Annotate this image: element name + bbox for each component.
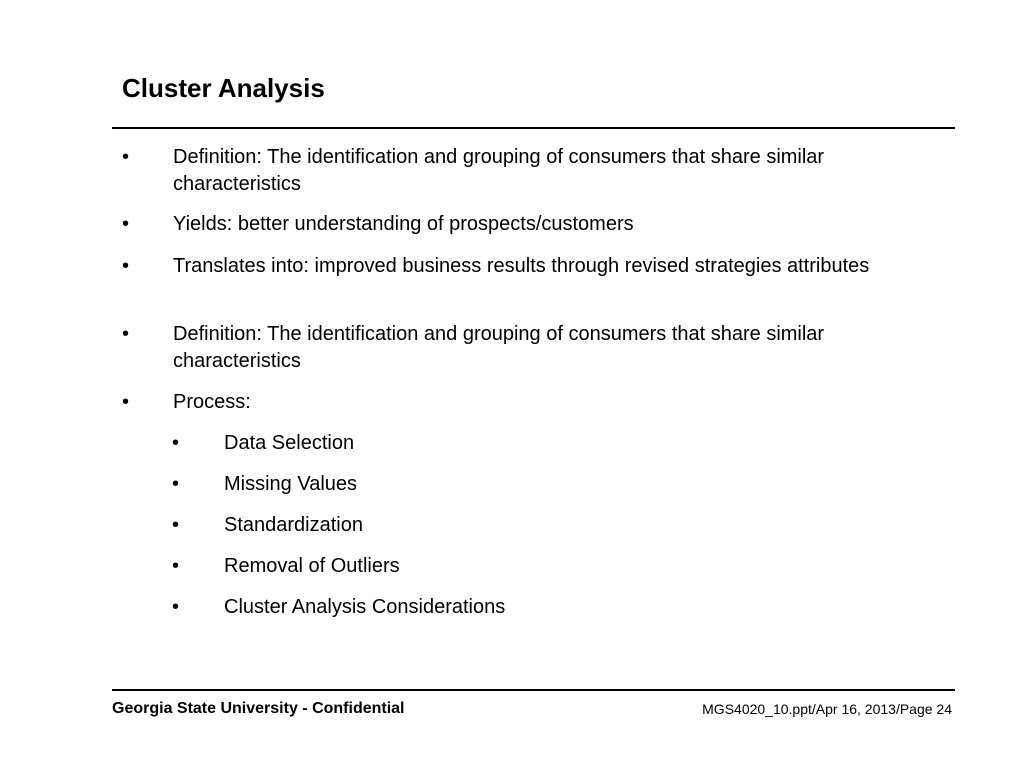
bullet-item	[122, 321, 922, 375]
bullet-text: Cluster Analysis Considerations	[224, 596, 506, 618]
bullet-text: Process:	[173, 391, 251, 413]
bullet-icon: •	[122, 323, 130, 345]
bullet-text: Definition: The identification and grouping of consumers that share similar characteristics	[173, 146, 825, 195]
footer-organization: Georgia State University - Confidential	[112, 700, 405, 717]
sub-bullet-item	[172, 553, 872, 580]
bullet-icon: •	[172, 432, 180, 454]
bullet-item	[122, 253, 922, 280]
sub-bullet-item	[172, 430, 872, 457]
bullet-text: Translates into: improved business results through revised strategies attributes	[173, 255, 870, 277]
footer-divider	[112, 689, 955, 691]
bullet-text: Standardization	[224, 514, 363, 536]
bullet-item	[122, 389, 922, 416]
bullet-icon: •	[122, 146, 130, 168]
bullet-icon: •	[172, 473, 180, 495]
bullet-text: Definition: The identification and grouping of consumers that share similar characteristics	[173, 323, 825, 372]
bullet-icon: •	[172, 514, 180, 536]
bullet-text: Yields: better understanding of prospects/customers	[173, 213, 634, 235]
bullet-text: Removal of Outliers	[224, 555, 400, 577]
bullet-text: Data Selection	[224, 432, 355, 454]
bullet-icon: •	[122, 213, 130, 235]
slide-title: Cluster Analysis	[122, 73, 325, 103]
bullet-icon: •	[172, 555, 180, 577]
sub-bullet-item	[172, 512, 872, 539]
bullet-item	[122, 211, 922, 238]
bullet-item	[122, 144, 922, 198]
bullet-icon: •	[122, 255, 130, 277]
title-divider	[112, 127, 955, 129]
bullet-text: Missing Values	[224, 473, 358, 495]
bullet-icon: •	[172, 596, 180, 618]
sub-bullet-item	[172, 471, 872, 498]
footer-page-info: MGS4020_10.ppt/Apr 16, 2013/Page 24	[702, 701, 952, 717]
sub-bullet-item	[172, 594, 872, 621]
bullet-icon: •	[122, 391, 130, 413]
